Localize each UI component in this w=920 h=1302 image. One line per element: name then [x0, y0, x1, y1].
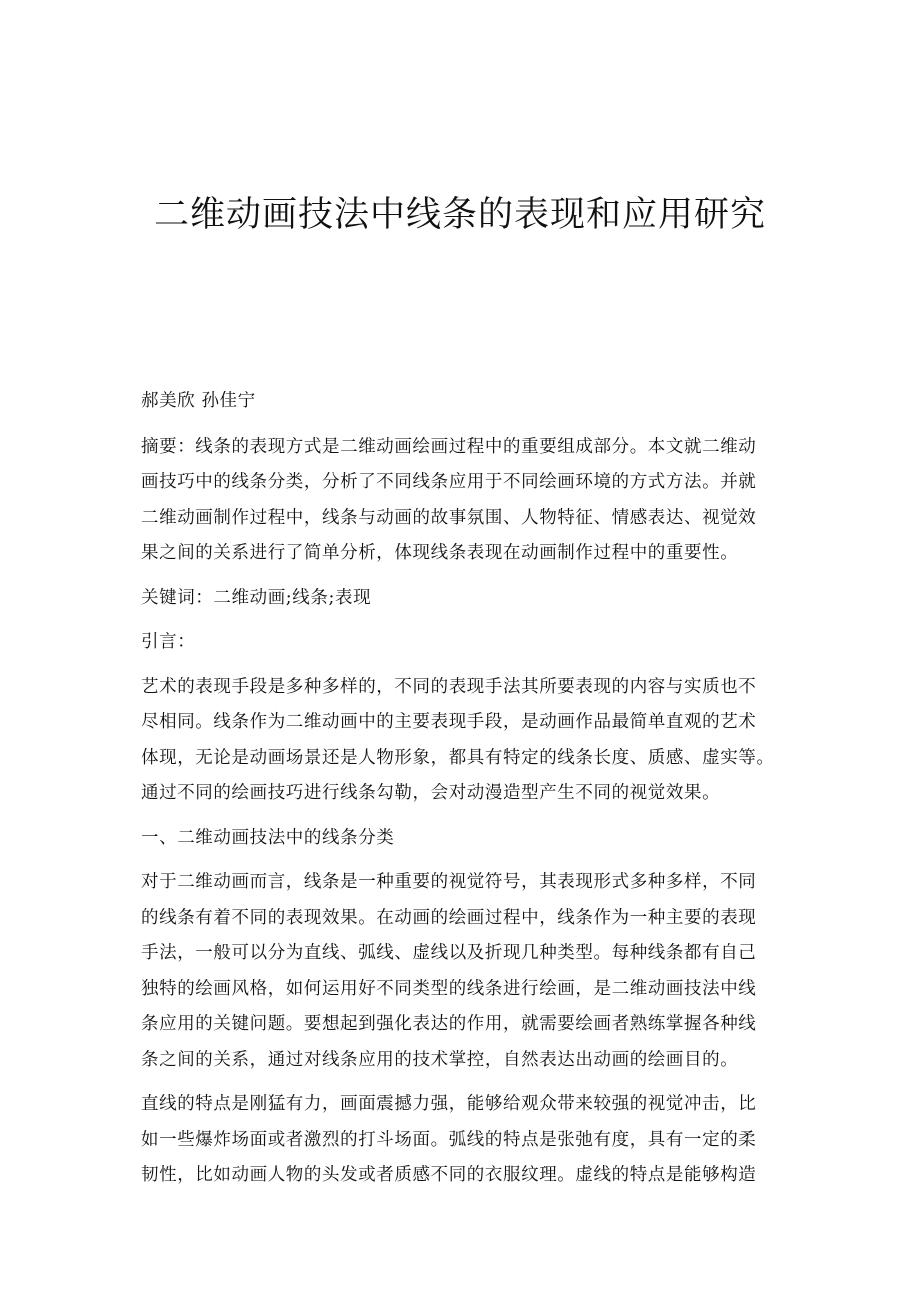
- text-line: 画技巧中的线条分类，分析了不同线条应用于不同绘画环境的方式方法。并就: [141, 472, 757, 492]
- text-line: 体现，无论是动画场景还是人物形象，都具有特定的线条长度、质感、虚实等。: [141, 747, 775, 768]
- abstract-paragraph: [141, 430, 781, 572]
- text-line: 条应用的关键问题。要想起到强化表达的作用，就需要绘画者熟练掌握各种线: [141, 1014, 757, 1034]
- text-line: 尽相同。线条作为二维动画中的主要表现手段，是动画作品最简单直观的艺术: [141, 712, 757, 732]
- text-line: 独特的绘画风格，如何运用好不同类型的线条进行绘画，是二维动画技法中线: [141, 978, 757, 999]
- text-line: 二维动画制作过程中，线条与动画的故事氛围、人物特征、情感表达、视觉效: [141, 507, 757, 528]
- text-line: 果之间的关系进行了简单分析，体现线条表现在动画制作过程中的重要性。: [141, 543, 739, 563]
- text-line: 手法，一般可以分为直线、弧线、虚线以及折现几种类型。每种线条都有自己: [141, 943, 757, 963]
- intro-heading: 引言：: [141, 632, 196, 652]
- text-line: 通过不同的绘画技巧进行线条勾勒，会对动漫造型产生不同的视觉效果。: [141, 783, 721, 803]
- paper-body: [141, 384, 781, 1203]
- text-line: 的线条有着不同的表现效果。在动画的绘画过程中，线条作为一种主要的表现: [141, 907, 757, 928]
- text-line: 摘要：线条的表现方式是二维动画绘画过程中的重要组成部分。本文就二维动: [141, 436, 757, 457]
- section-paragraph: [141, 865, 781, 1078]
- text-line: 条之间的关系，通过对线条应用的技术掌控，自然表达出动画的绘画目的。: [141, 1049, 739, 1070]
- text-line: 如一些爆炸场面或者激烈的打斗场面。弧线的特点是张弛有度，具有一定的柔: [141, 1129, 757, 1150]
- intro-paragraph: [141, 670, 781, 812]
- text-line: 直线的特点是刚猛有力，画面震撼力强，能够给观众带来较强的视觉冲击，比: [141, 1094, 757, 1114]
- text-line: 对于二维动画而言，线条是一种重要的视觉符号，其表现形式多种多样，不同: [141, 872, 757, 892]
- section-heading: 一、二维动画技法中的线条分类: [141, 827, 395, 848]
- paper-title: 二维动画技法中线条的表现和应用研究: [153, 195, 766, 235]
- text-line: 艺术的表现手段是多种多样的，不同的表现手法其所要表现的内容与实质也不: [141, 676, 757, 697]
- text-line: 韧性，比如动画人物的头发或者质感不同的衣服纹理。虚线的特点是能够构造: [141, 1165, 757, 1185]
- keywords-line: 关键词：二维动画;线条;表现: [141, 587, 372, 608]
- author-line: 郝美欣 孙佳宁: [141, 391, 256, 411]
- section-paragraph: [141, 1087, 781, 1194]
